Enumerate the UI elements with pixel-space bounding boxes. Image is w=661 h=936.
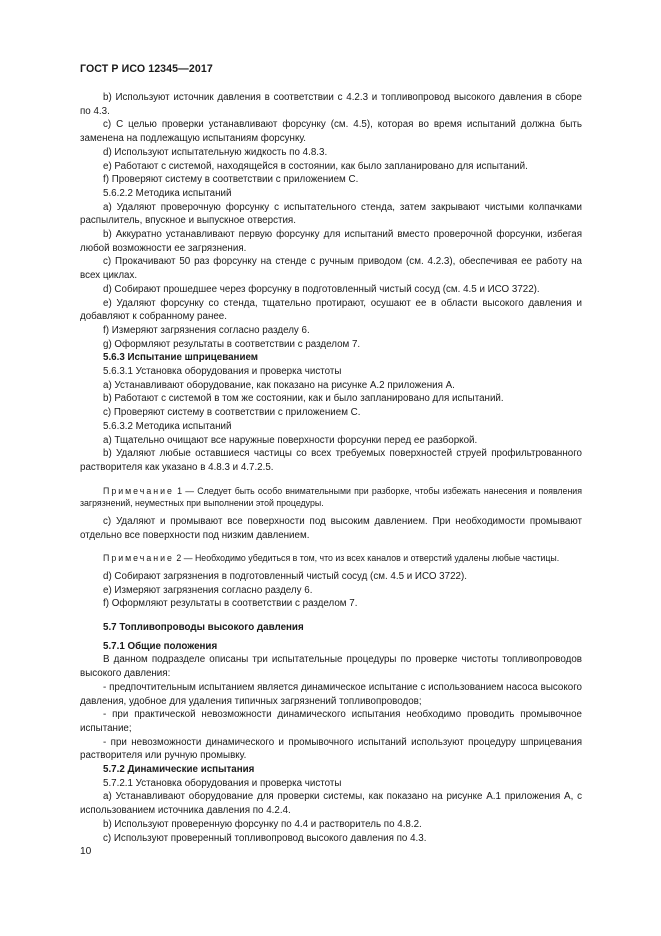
paragraph: b) Аккуратно устанавливают первую форсунку для испытаний вместо проверочной форсунки, избегая любой возможности ее загрязнения. <box>80 229 582 254</box>
subsection-heading: 5.6.2.2 Методика испытаний <box>103 187 232 199</box>
paragraph: В данном подразделе описаны три испытательные процедуры по проверке чистоты топливопроводов высокого давления: <box>80 654 582 680</box>
paragraph: b) Используют проверенную форсунку по 4.4 и растворитель по 4.8.2. <box>103 818 422 830</box>
document-body <box>80 91 582 845</box>
paragraph: c) Проверяют систему в соответствии с приложением С. <box>103 407 361 419</box>
section-heading: 5.7.2 Динамические испытания <box>103 764 255 776</box>
paragraph: a) Тщательно очищают все наружные поверхности форсунки перед ее разборкой. <box>103 434 478 446</box>
paragraph: a) Устанавливают оборудование, как показано на рисунке А.2 приложения А. <box>103 379 455 391</box>
paragraph: c) С целью проверки устанавливают форсунку (см. 4.5), которая во время испытаний должна быть заменена на подлежащую испытаниям форсунку. <box>80 119 582 145</box>
note-label: Примечание <box>103 553 174 564</box>
paragraph: e) Измеряют загрязнения согласно разделу 6. <box>103 584 313 596</box>
paragraph: b) Работают с системой в том же состоянии, как и было запланировано для испытаний. <box>103 393 504 405</box>
paragraph: f) Оформляют результаты в соответствии с разделом 7. <box>103 598 358 610</box>
paragraph: b) Используют источник давления в соответствии с 4.2.3 и топливопровод высокого давления в сборе по 4.3. <box>80 92 582 117</box>
document-header: ГОСТ Р ИСО 12345—2017 <box>80 63 213 75</box>
paragraph: b) Удаляют любые оставшиеся частицы со всех требуемых поверхностей струей профильтрованного растворителя как указано в 4.8.3 и 4.7.2.5. <box>80 448 582 473</box>
paragraph: e) Удаляют форсунку со стенда, тщательно протирают, осушают ее в области высокого давления и добавляют к собранному ранее. <box>80 297 582 323</box>
paragraph: c) Прокачивают 50 раз форсунку на стенде с ручным приводом (см. 4.2.3), обеспечивая ее работу на всех циклах. <box>80 256 582 282</box>
paragraph: c) Удаляют и промывают все поверхности под высоким давлением. При необходимости промывают отдельно все поверхности под низким давлением. <box>80 515 582 541</box>
paragraph: a) Устанавливают оборудование для проверки системы, как показано на рисунке А.1 приложения А, с использованием источника давления по 4.2.4. <box>80 791 582 817</box>
note-1 <box>80 485 582 510</box>
paragraph: e) Работают с системой, находящейся в состоянии, как было запланировано для испытаний. <box>103 160 528 172</box>
page-number: 10 <box>80 846 92 857</box>
note-text: 1 — Следует быть особо внимательными при разборке, чтобы избежать нанесения и появления загрязнений, неуместных при выполнении этой процедуры. <box>80 485 582 509</box>
section-heading: 5.6.3 Испытание шприцеванием <box>103 352 259 364</box>
paragraph: d) Собирают прошедшее через форсунку в подготовленный чистый сосуд (см. 4.5 и ИСО 3722). <box>103 283 540 295</box>
note-2 <box>80 552 582 565</box>
section-heading: 5.7 Топливопроводы высокого давления <box>103 621 304 633</box>
subsection-heading: 5.6.3.1 Установка оборудования и проверка чистоты <box>103 366 342 378</box>
list-item: - при невозможности динамического и промывочного испытаний используют процедуру шприцевания растворителя или ручную промывку. <box>80 736 582 762</box>
paragraph: f) Измеряют загрязнения согласно разделу 6. <box>103 324 310 336</box>
list-item: - предпочтительным испытанием является динамическое испытание с использованием насоса высокого давления, удобное для удаления типичных загрязнений топливопроводов; <box>80 681 582 707</box>
note-text: 2 — Необходимо убедиться в том, что из всех каналов и отверстий удалены любые частицы. <box>176 553 560 564</box>
paragraph: a) Удаляют проверочную форсунку с испытательного стенда, затем закрывают чистыми колпачками распылитель, впускное и выпускное отверстия. <box>80 201 582 227</box>
paragraph: d) Собирают загрязнения в подготовленный чистый сосуд (см. 4.5 и ИСО 3722). <box>103 570 467 582</box>
paragraph: f) Проверяют систему в соответствии с приложением С. <box>103 174 359 186</box>
subsection-heading: 5.6.3.2 Методика испытаний <box>103 420 232 432</box>
paragraph: c) Используют проверенный топливопровод высокого давления по 4.3. <box>103 832 427 844</box>
paragraph: g) Оформляют результаты в соответствии с разделом 7. <box>103 338 361 350</box>
note-label: Примечание <box>103 485 174 496</box>
list-item: - при практической невозможности динамического испытания необходимо проводить промывочное испытание; <box>80 709 582 734</box>
section-heading: 5.7.1 Общие положения <box>103 640 218 652</box>
subsection-heading: 5.7.2.1 Установка оборудования и проверка чистоты <box>103 777 342 789</box>
paragraph: d) Используют испытательную жидкость по 4.8.3. <box>103 146 328 158</box>
